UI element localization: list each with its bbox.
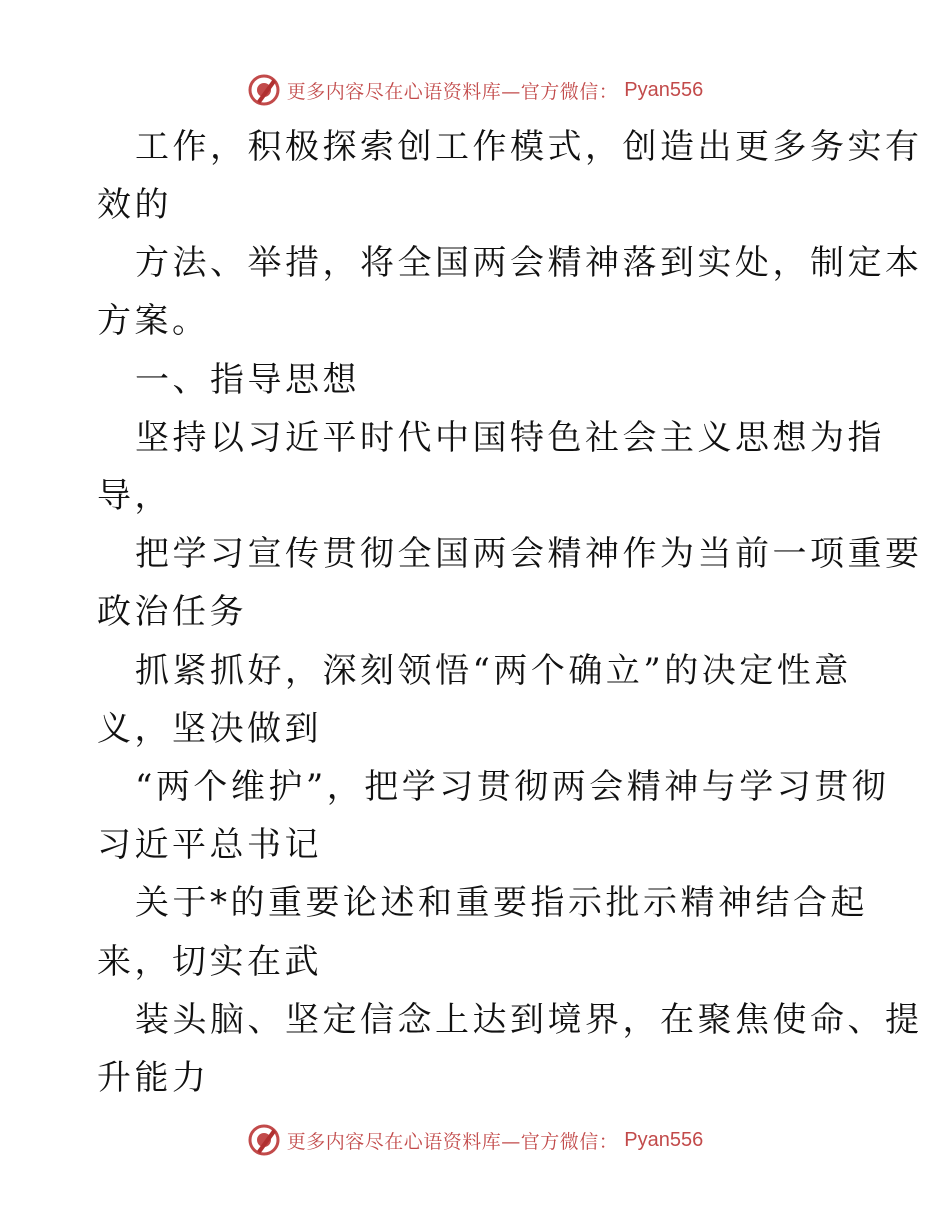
text-line: 关于*的重要论述和重要指示批示精神结合起 [135, 883, 868, 923]
text-line: 抓紧抓好，深刻领悟“两个确立”的决定性意 [135, 651, 852, 691]
footer-watermark-banner [0, 1120, 950, 1160]
text-line: 装头脑、坚定信念上达到境界，在聚焦使命、提 [135, 1000, 923, 1040]
banner-wechat-id: Pyan556 [624, 78, 704, 101]
text-line: 效的 [97, 185, 172, 225]
text-line: 习近平总书记 [97, 825, 322, 865]
text-line: “两个维护”，把学习贯彻两会精神与学习贯彻 [135, 767, 890, 807]
text-line: 来，切实在武 [97, 942, 322, 982]
text-line: 导， [97, 476, 172, 516]
text-line: 方法、举措，将全国两会精神落到实处，制定本 [135, 243, 923, 283]
pen-seal-logo-icon [247, 73, 281, 107]
text-line: 工作，积极探索创工作模式，创造出更多务实有 [135, 127, 923, 167]
section-heading: 一、指导思想 [135, 360, 360, 400]
text-line: 方案。 [97, 301, 210, 341]
text-line: 义，坚决做到 [97, 709, 322, 749]
banner-text: 更多内容尽在心语资料库—官方微信： [286, 80, 619, 103]
pen-seal-logo-icon [247, 1123, 281, 1157]
header-watermark-banner [0, 70, 950, 110]
banner-text: 更多内容尽在心语资料库—官方微信： [286, 1130, 619, 1153]
text-line: 把学习宣传贯彻全国两会精神作为当前一项重要 [135, 534, 923, 574]
banner-wechat-id: Pyan556 [624, 1128, 704, 1151]
text-line: 政治任务 [97, 592, 247, 632]
text-line: 坚持以习近平时代中国特色社会主义思想为指 [135, 418, 885, 458]
text-line: 升能力 [97, 1058, 210, 1098]
